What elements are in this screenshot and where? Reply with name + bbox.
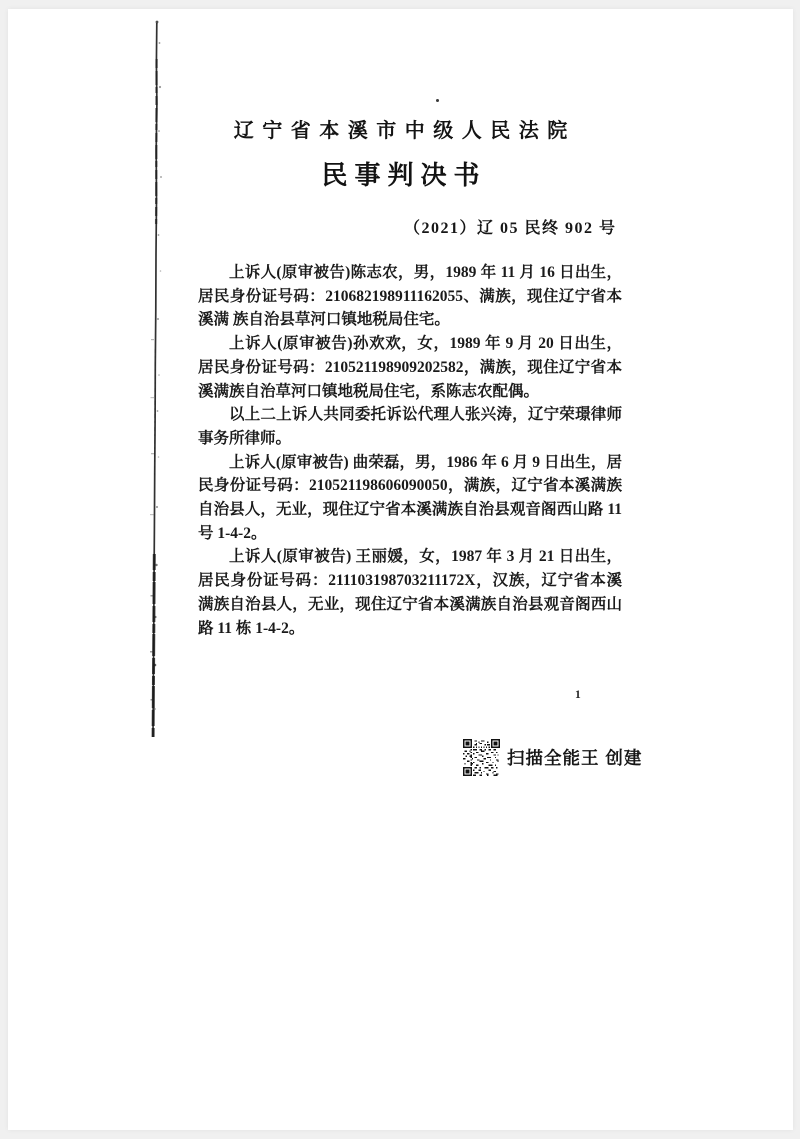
judgment-body: [198, 261, 622, 640]
page-number: 1: [575, 689, 581, 701]
paragraph-appellant-qu: 上诉人(原审被告) 曲荣磊，男，1986 年 6 月 9 日出生，居民身份证号码：210521198606090050，满族，辽宁省本溪满族自治县人，无业，现住辽宁省本溪满族自治县观音阁西山路 11 号 1-4-2。: [198, 453, 622, 542]
qr-code-icon: [463, 739, 500, 776]
case-number: （2021）辽 05 民终 902 号: [404, 220, 617, 237]
court-name: 辽宁省本溪市中级人民法院: [233, 120, 576, 142]
ink-speck: [436, 99, 439, 102]
document-title: 民事判决书: [321, 161, 487, 190]
scanner-watermark: 扫描全能王 创建: [507, 747, 643, 768]
paragraph-appellant-sun: 上诉人(原审被告)孙欢欢，女，1989 年 9 月 20 日出生，居民身份证号码：210521198909202582，满族，现住辽宁省本溪满族自治草河口镇地税局住宅，系陈志农配偶。: [198, 335, 622, 400]
paragraph-attorney: 以上二上诉人共同委托诉讼代理人张兴涛，辽宁荣璟律师事务所律师。: [198, 406, 622, 447]
paragraph-appellant-wang: 上诉人(原审被告) 王丽媛，女，1987 年 3 月 21 日出生，居民身份证号码：211103198703211172X，汉族，辽宁省本溪满族自治县人，无业，现住辽宁省本溪满族自治县观音阁西山路 11 栋 1-4-2。: [198, 548, 622, 637]
document-page: [8, 9, 793, 1130]
scanner-footer: [463, 738, 642, 776]
paragraph-appellant-chen: 上诉人(原审被告)陈志农，男，1989 年 11 月 16 日出生，居民身份证号码：210682198911162055、满族，现住辽宁省本溪满 族自治县草河口镇地税局住宅。: [198, 264, 622, 329]
